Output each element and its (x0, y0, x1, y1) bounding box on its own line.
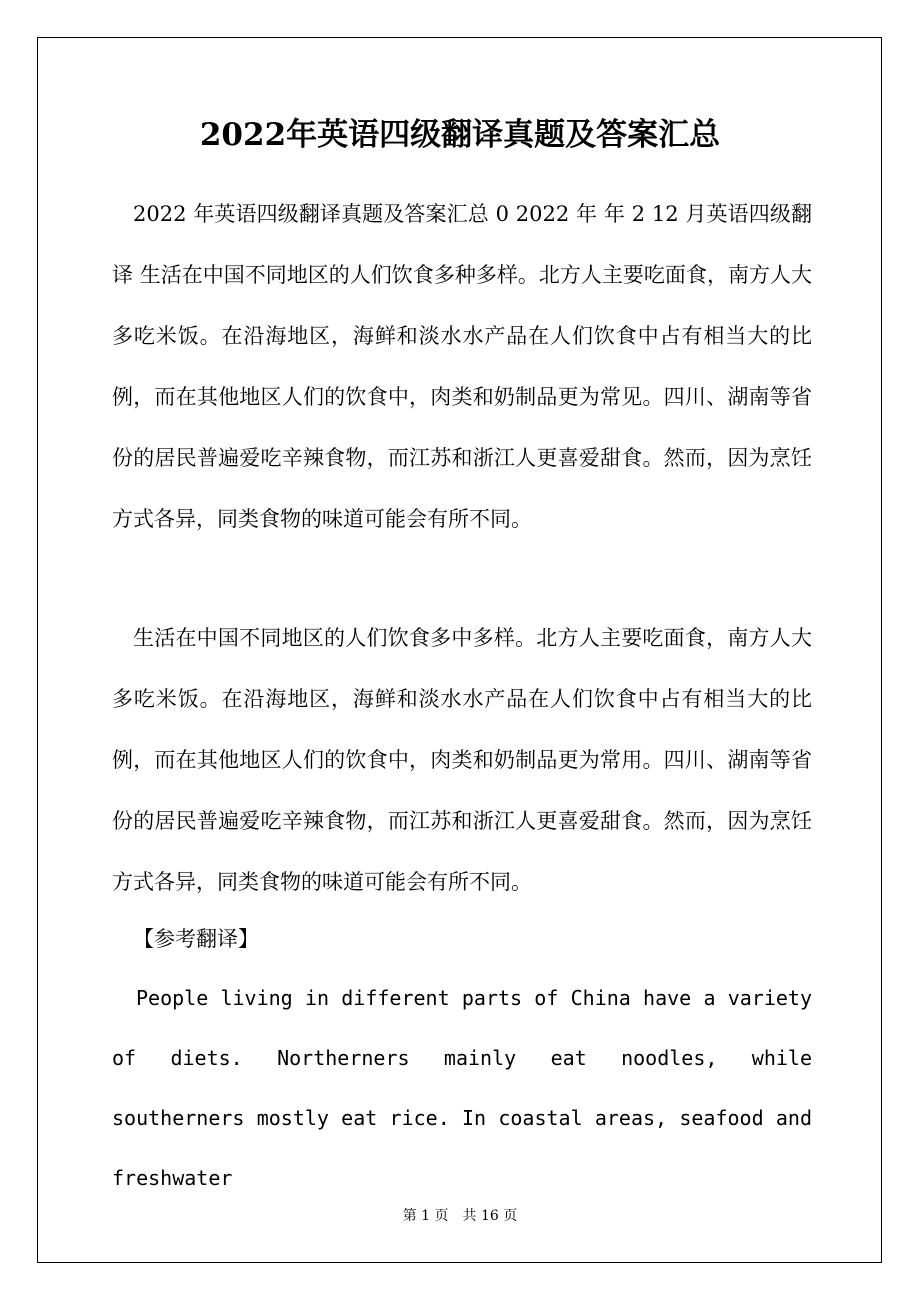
paragraph-english-translation: People living in different parts of China have a variety of diets. Northerners mainly eat noodles, while southerners mostly eat rice. In coastal areas, seafood and freshwater (112, 986, 812, 1190)
reference-translation-heading: 【参考翻译】 (133, 927, 259, 951)
page-footer: 第 1 页 共 16 页 (402, 1208, 518, 1224)
paragraph-chinese-question: 生活在中国不同地区的人们饮食多中多样。北方人主要吃面食，南方人大多吃米饭。在沿海地区，海鲜和淡水水产品在人们饮食中占有相当大的比例，而在其他地区人们的饮食中，肉类和奶制品更为常用。四川、湖南等省份的居民普遍爱吃辛辣食物，而江苏和浙江人更喜爱甜食。然而，因为烹饪方式各异，同类食物的味道可能会有所不同。 (112, 626, 812, 894)
document-title: 2022年英语四级翻译真题及答案汇总 (199, 117, 721, 153)
paragraph-chinese-source: 2022 年英语四级翻译真题及答案汇总 0 2022 年 年 2 12 月英语四级翻译 生活在中国不同地区的人们饮食多种多样。北方人主要吃面食，南方人大多吃米饭。在沿海地区，海鲜和淡水水产品在人们饮食中占有相当大的比例，而在其他地区人们的饮食中，肉类和奶制品更为常见。四川、湖南等省份的居民普遍爱吃辛辣食物，而江苏和浙江人更喜爱甜食。然而，因为烹饪方式各异，同类食物的味道可能会有所不同。 (112, 202, 812, 531)
